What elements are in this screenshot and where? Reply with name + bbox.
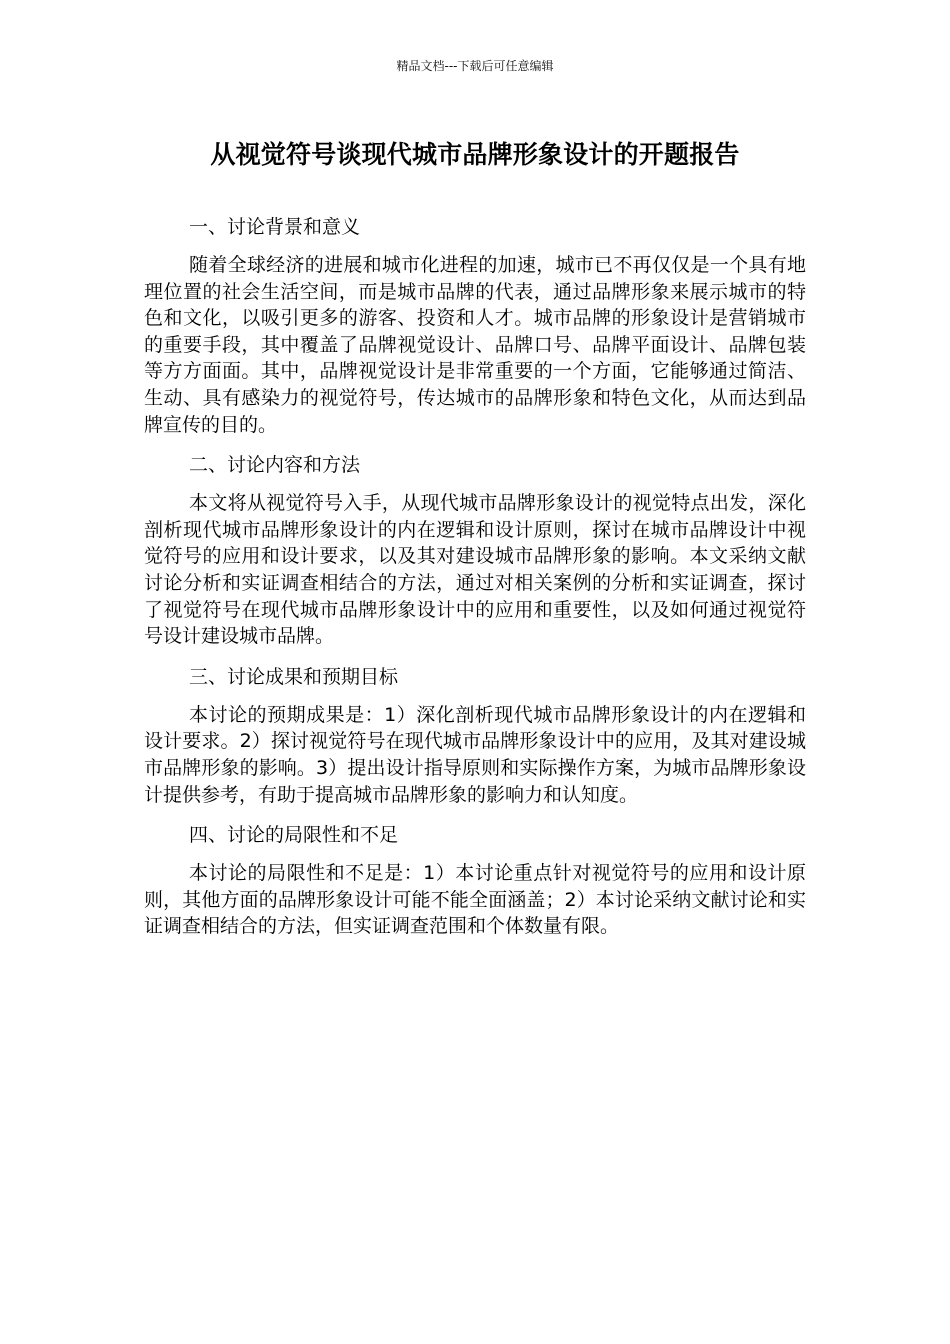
section-background	[144, 212, 806, 438]
section-heading: 二、讨论内容和方法	[189, 454, 361, 477]
section-heading: 三、讨论成果和预期目标	[189, 665, 399, 688]
section-paragraph: 本讨论的预期成果是：1）深化剖析现代城市品牌形象设计的内在逻辑和设计要求。2）探讨视觉符号在现代城市品牌形象设计中的应用，及其对建设城市品牌形象的影响。3）提出设计指导原则和实际操作方案，为城市品牌形象设计提供参考，有助于提高城市品牌形象的影响力和认知度。	[144, 703, 806, 806]
section-outcomes	[144, 662, 806, 808]
section-heading: 一、讨论背景和意义	[189, 216, 361, 238]
document-title: 从视觉符号谈现代城市品牌形象设计的开题报告	[210, 140, 740, 169]
section-heading: 四、讨论的局限性和不足	[189, 824, 399, 847]
section-content-methods	[144, 450, 806, 650]
section-paragraph: 随着全球经济的进展和城市化进程的加速，城市已不再仅仅是一个具有地理位置的社会生活空间，而是城市品牌的代表，通过品牌形象来展示城市的特色和文化，以吸引更多的游客、投资和人才。城市品牌的形象设计是营销城市的重要手段，其中覆盖了品牌视觉设计、品牌口号、品牌平面设计、品牌包装等方方面面。其中，品牌视觉设计是非常重要的一个方面，它能够通过简洁、生动、具有感染力的视觉符号，传达城市的品牌形象和特色文化，从而达到品牌宣传的目的。	[144, 254, 806, 436]
page-header: 精品文档---下载后可任意编辑	[396, 59, 554, 73]
section-paragraph: 本讨论的局限性和不足是：1）本讨论重点针对视觉符号的应用和设计原则，其他方面的品牌形象设计可能不能全面涵盖；2）本讨论采纳文献讨论和实证调查相结合的方法，但实证调查范围和个体数量有限。	[144, 862, 806, 938]
section-limitations	[144, 820, 806, 940]
section-paragraph: 本文将从视觉符号入手，从现代城市品牌形象设计的视觉特点出发，深化剖析现代城市品牌形象设计的内在逻辑和设计原则，探讨在城市品牌设计中视觉符号的应用和设计要求，以及其对建设城市品牌形象的影响。本文采纳文献讨论分析和实证调查相结合的方法，通过对相关案例的分析和实证调查，探讨了视觉符号在现代城市品牌形象设计中的应用和重要性，以及如何通过视觉符号设计建设城市品牌。	[144, 492, 806, 648]
document-body	[144, 212, 806, 952]
